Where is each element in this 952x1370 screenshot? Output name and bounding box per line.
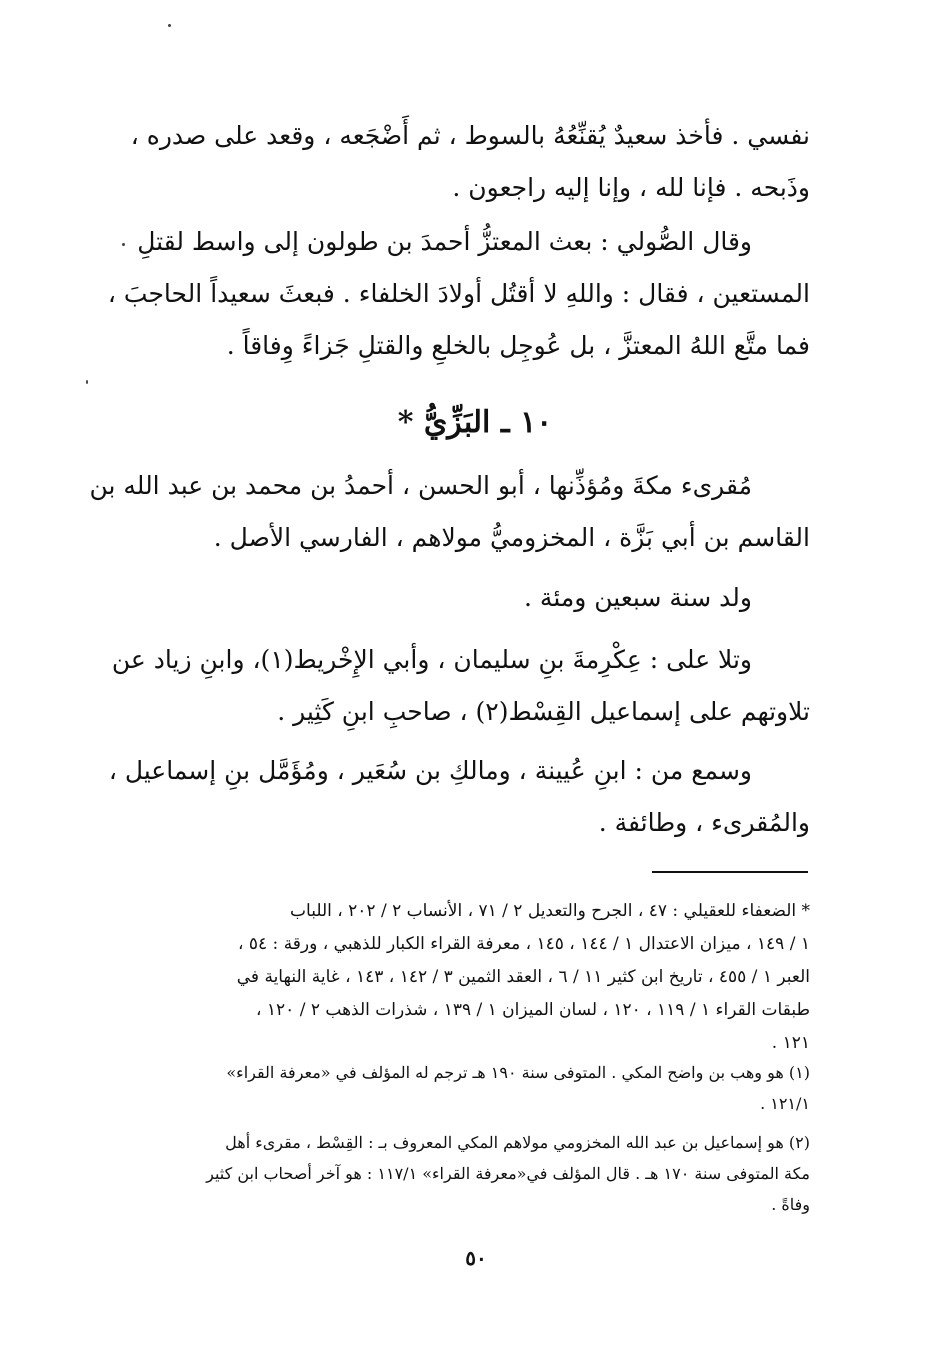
section-heading: ١٠ ـ البَزِّيُّ *	[397, 405, 553, 440]
footnote-line: وفاةً .	[771, 1195, 810, 1214]
text-line: وقال الصُّولي : بعث المعتزُّ أحمدَ بن طولون إلى واسط لقتلِ	[137, 227, 752, 256]
footnote-line: مكة المتوفى سنة ١٧٠ هـ . قال المؤلف في«معرفة القراء» ١١٧/١ : هو آخر أصحاب ابن كثير	[206, 1164, 810, 1183]
scan-speck	[86, 380, 88, 384]
footnote-line: ١٢١ .	[771, 1033, 810, 1053]
footnote-line: ١ / ١٤٩ ، ميزان الاعتدال ١ / ١٤٤ ، ١٤٥ ، معرفة القراء الكبار للذهبي ، ورقة : ٥٤ ،	[238, 934, 810, 954]
text-line: والمُقرىء ، وطائفة .	[598, 808, 810, 837]
footnote-line: العبر ١ / ٤٥٥ ، تاريخ ابن كثير ١١ / ٦ ، العقد الثمين ٣ / ١٤٢ ، ١٤٣ ، غاية النهاية في	[236, 967, 810, 987]
text-line: تلاوتهم على إسماعيل القِسْط(٢) ، صاحبِ ابنِ كَثِير .	[277, 697, 810, 726]
footnote-2	[140, 1127, 810, 1220]
text-line: فما متَّع اللهُ المعتزَّ ، بل عُوجِل بالخلعِ والقتلِ جَزاءً وِفاقاً .	[226, 331, 810, 360]
paragraph-3	[89, 460, 810, 564]
text-line: وسمع من : ابنِ عُيينة ، ومالكِ بن سُعَير ، ومُؤَمَّل بنِ إسماعيل ،	[108, 756, 752, 785]
paragraph-2	[107, 216, 810, 372]
page-number: ٥٠	[465, 1246, 487, 1270]
text-line: القاسم بن أبي بَزَّة ، المخزوميُّ مولاهم ، الفارسي الأصل .	[213, 523, 810, 552]
paragraph-1	[130, 110, 810, 214]
paragraph-4	[140, 572, 810, 624]
footnote-line: ١٢١/١ .	[760, 1094, 810, 1113]
text-line: وذَبحه . فإنا لله ، وإنا إليه راجعون .	[452, 173, 810, 202]
footnote-line: طبقات القراء ١ / ١١٩ ، ١٢٠ ، لسان الميزان ١ / ١٣٩ ، شذرات الذهب ٢ / ١٢٠ ،	[256, 1000, 810, 1020]
footnote-line: * الضعفاء للعقيلي : ٤٧ ، الجرح والتعديل ٢ / ٧١ ، الأنساب ٢ / ٢٠٢ ، اللباب	[290, 901, 810, 921]
paragraph-6	[108, 745, 810, 849]
text-line: المستعين ، فقال : واللهِ لا أقتُل أولادَ الخلفاء . فبعثَ سعيداً الحاجبَ ،	[107, 279, 810, 308]
footnote-1	[140, 1057, 810, 1119]
footnote-divider	[652, 871, 808, 873]
scan-speck	[168, 24, 171, 27]
scan-speck	[122, 243, 125, 246]
paragraph-5	[111, 634, 810, 738]
footnote-sources	[140, 895, 810, 1060]
footnote-line: (١) هو وهب بن واضح المكي . المتوفى سنة ١٩٠ هـ ترجم له المؤلف في «معرفة القراء»	[226, 1063, 810, 1082]
text-line: مُقرىء مكةَ ومُؤذِّنها ، أبو الحسن ، أحمدُ بن محمد بن عبد الله بن	[89, 471, 752, 500]
text-line: وتلا على : عِكْرِمةَ بنِ سليمان ، وأبي الإِخْريط(١)، وابنِ زياد عن	[111, 645, 752, 674]
footnote-line: (٢) هو إسماعيل بن عبد الله المخزومي مولاهم المكي المعروف بـ : القِسْط ، مقرىء أهل	[225, 1133, 810, 1152]
text-line: نفسي . فأخذ سعيدٌ يُقنِّعُهُ بالسوط ، ثم أَضْجَعه ، وقعد على صدره ،	[130, 121, 810, 150]
text-line: ولد سنة سبعين ومئة .	[524, 583, 752, 612]
